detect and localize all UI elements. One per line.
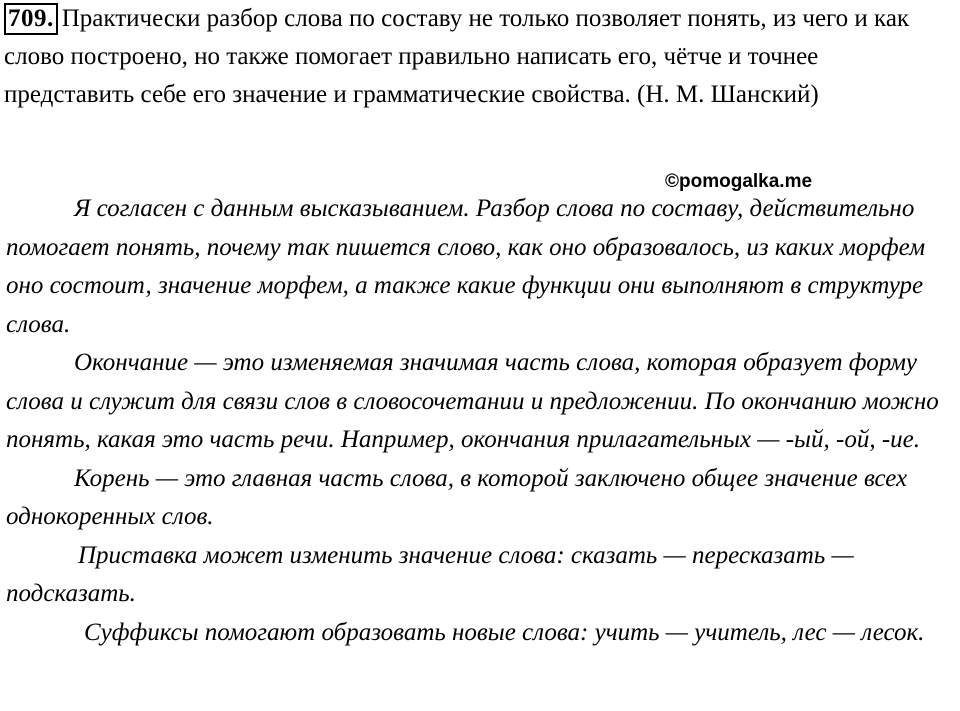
answer-paragraph [6, 537, 941, 614]
answer-paragraph-text: Окончание — это изменяемая значимая часть слова, которая образует форму слова и служит для связи слов в словосочетании и предложении. По окончанию можно понять, какая это часть речи. Например, окончания прилагательных — -ый, -ой, -ие. [6, 349, 939, 453]
answer-paragraph-text: Корень — это главная часть слова, в которой заключено общее значение всех однокоренных слов. [6, 464, 908, 530]
task-statement [4, 0, 954, 114]
answer-paragraph [6, 190, 941, 344]
task-number: 709. [4, 3, 58, 35]
answer-text [6, 190, 941, 652]
answer-paragraph [6, 460, 941, 537]
answer-paragraph [6, 344, 941, 460]
task-text: Практически разбор слова по составу не только позволяет понять, из чего и как слово построено, но также помогает правильно написать его, чётче и точнее представить себе его значение и грамматические свойства. (Н. М. Шанский) [4, 5, 910, 108]
answer-paragraph-text: Я согласен с данным высказыванием. Разбор слова по составу, действительно помогает понять, почему так пишется слово, как оно образовалось, из каких морфем оно состоит, значение морфем, а также какие функции они выполняют в структуре слова. [6, 195, 926, 338]
answer-paragraph-text: Суффиксы помогают образовать новые слова: учить — учитель, лес — лесок. [84, 618, 925, 646]
watermark: ©pomogalka.me [665, 171, 813, 192]
answer-paragraph-text: Приставка может изменить значение слова: сказать — пересказать — подсказать. [6, 541, 854, 607]
answer-paragraph [6, 614, 941, 653]
